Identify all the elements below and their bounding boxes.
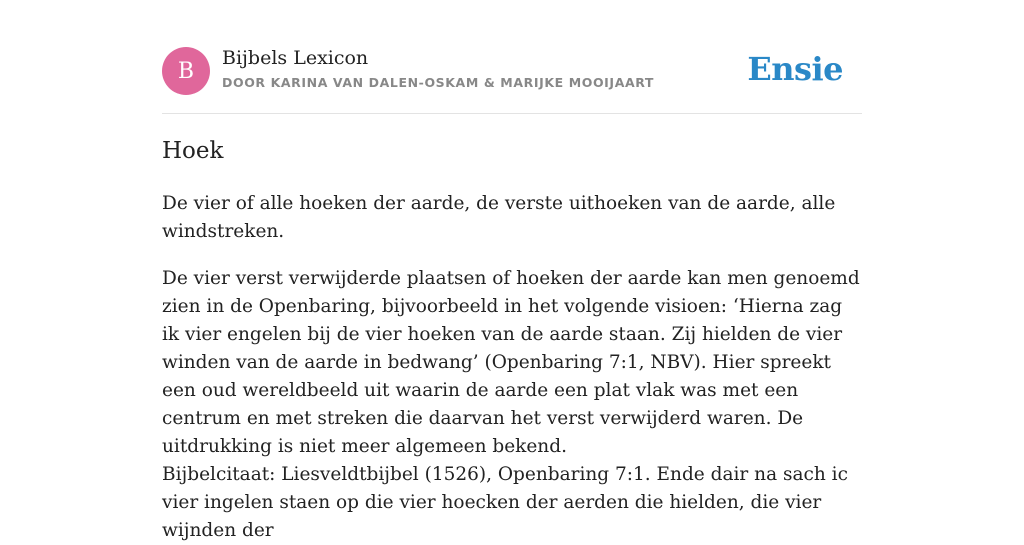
entry-body: De vier verst verwijderde plaatsen of hoeken der aarde kan men genoemd zien in de Openbaring, bijvoorbeeld in het volgende visioen: ‘Hierna zag ik vier engelen bij de vier hoeken van de aarde staan. Zij hielden de vier winden van de aarde in bedwang’ (Openbaring 7:1, NBV). Hier spreekt een oud wereldbeeld uit waarin de aarde een plat vlak was met een centrum en met streken die daarvan het verst verwijderd waren. De uitdrukking is niet meer algemeen bekend.	[162, 268, 860, 457]
entry-definition: De vier of alle hoeken der aarde, de verste uithoeken van de aarde, alle windstreken.	[162, 193, 836, 242]
entry-title: Hoek	[162, 138, 224, 164]
bible-quote: Bijbelcitaat: Liesveldtbijbel (1526), Openbaring 7:1. Ende dair na sach ic vier ingelen staen op die vier hoecken der aerden die hielden, die vier wijnden der	[162, 464, 848, 541]
book-authors: DOOR KARINA VAN DALEN-OSKAM & MARIJKE MOOIJAART	[222, 75, 655, 90]
header	[162, 0, 862, 114]
book-title-link[interactable]: Bijbels Lexicon	[222, 47, 369, 69]
ensie-logo[interactable]: Ensie	[747, 50, 843, 88]
book-avatar[interactable]: B	[162, 47, 210, 95]
page-container	[162, 0, 862, 541]
